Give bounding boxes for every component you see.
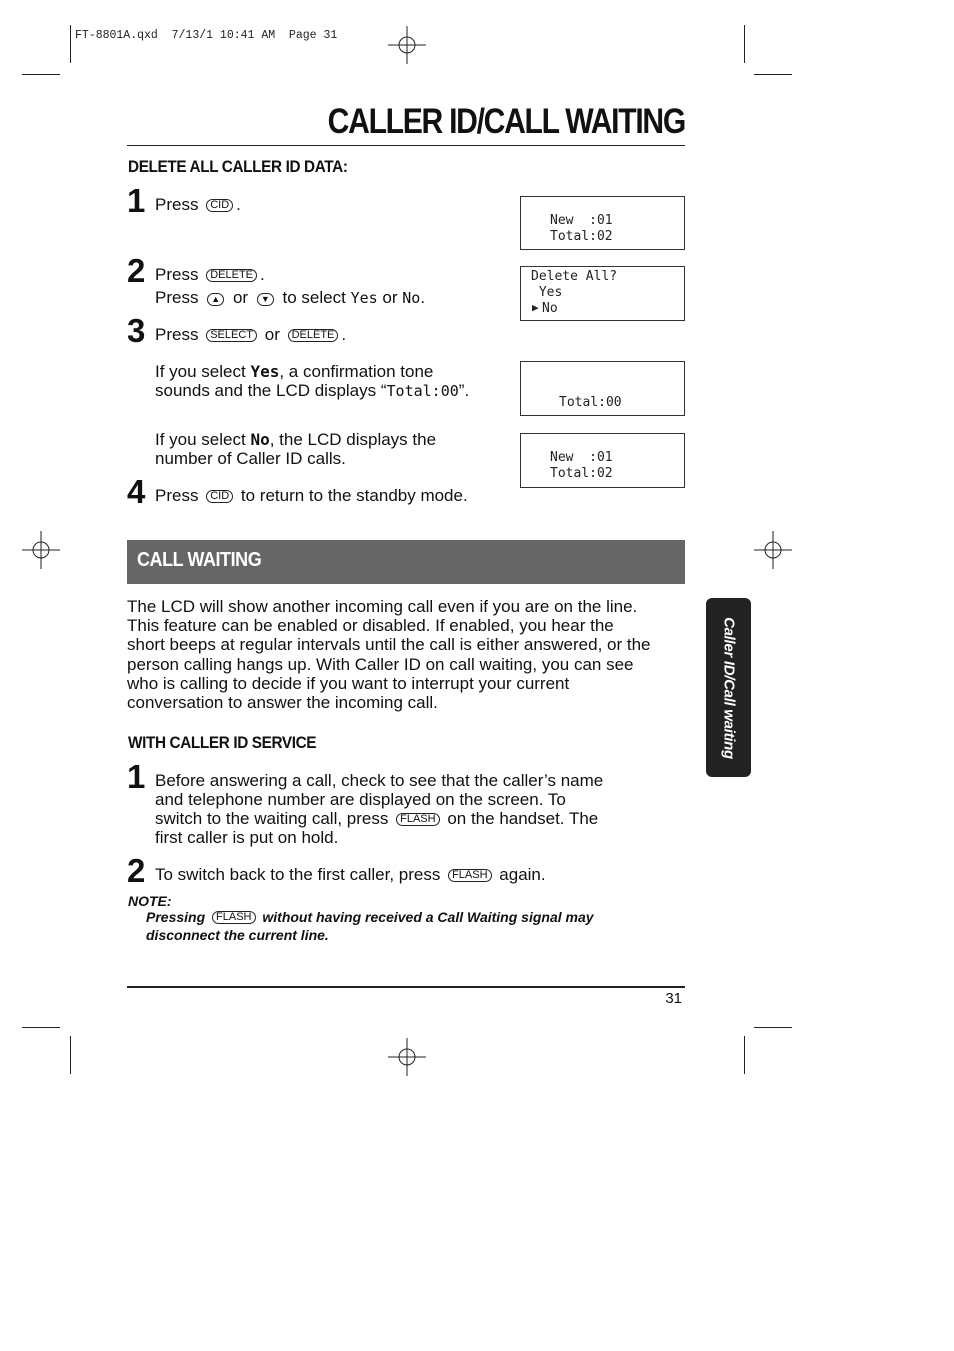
step-1-text (155, 195, 241, 214)
note-body (146, 908, 646, 944)
text: , a confirmation tone (279, 362, 434, 381)
text: , the LCD displays the (269, 430, 437, 449)
or-label: or (232, 288, 249, 307)
paragraph-line: who is calling to decide if you want to interrupt your current (127, 673, 570, 693)
select-key-icon: SELECT (206, 329, 257, 342)
page-number: 31 (665, 990, 682, 1007)
crop-mark (744, 25, 745, 63)
lcd-display (520, 196, 685, 250)
step-2-line-1 (155, 265, 265, 284)
text: and telephone number are displayed on the screen. To (155, 790, 566, 809)
step-3-line-1 (155, 325, 346, 344)
text: disconnect the current line. (146, 927, 329, 943)
step-number: 2 (127, 252, 146, 289)
or-label: or (264, 325, 280, 344)
crop-mark (22, 74, 60, 75)
registration-mark-icon (22, 531, 60, 569)
call-waiting-heading: CALL WAITING (137, 549, 262, 571)
text: ”. (458, 381, 470, 400)
crop-mark (754, 74, 792, 75)
no-option: No (250, 430, 270, 449)
cid-key-icon: CID (206, 490, 233, 503)
step-number: 2 (127, 852, 146, 889)
cw-step-1-text (155, 771, 655, 847)
crop-mark (744, 1036, 745, 1074)
text: first caller is put on hold. (155, 828, 339, 847)
text: Pressing (146, 909, 206, 925)
paragraph-line: This feature can be enabled or disabled. If enabled, you hear the (127, 616, 614, 636)
footer-rule (127, 986, 685, 988)
down-arrow-key-icon: ▼ (257, 293, 274, 306)
delete-key-icon: DELETE (206, 269, 257, 282)
up-arrow-key-icon: ▲ (207, 293, 224, 306)
or-label: or (382, 288, 398, 307)
caller-id-service-heading: WITH CALLER ID SERVICE (128, 733, 317, 752)
press-label: Press (155, 486, 199, 505)
if-yes-paragraph (155, 362, 515, 401)
yes-option: Yes (250, 362, 280, 381)
text: to return to the standby mode. (240, 486, 468, 505)
flash-key-icon: FLASH (396, 813, 439, 826)
press-label: Press (155, 325, 199, 344)
if-select-label: If you select (155, 430, 246, 449)
crop-mark (70, 25, 71, 63)
lcd-display (520, 433, 685, 488)
registration-mark-icon (754, 531, 792, 569)
note-heading: NOTE: (128, 893, 172, 909)
step-number: 4 (127, 473, 146, 510)
lcd-line: Total:02 (550, 466, 613, 481)
text: To switch back to the first caller, press (155, 865, 441, 884)
yes-option: Yes (350, 289, 378, 307)
lcd-display (520, 266, 685, 321)
paragraph-line: conversation to answer the incoming call. (127, 693, 438, 713)
crop-mark (22, 1027, 60, 1028)
delete-key-icon: DELETE (288, 329, 339, 342)
lcd-line: Yes (531, 285, 563, 300)
total-value: Total:00 (386, 382, 459, 400)
lcd-line: Delete All? (531, 269, 618, 284)
step-number: 1 (127, 182, 146, 219)
text: number of Caller ID calls. (155, 449, 346, 468)
press-label: Press (155, 265, 199, 284)
punct: . (236, 195, 241, 214)
step-4-text (155, 486, 468, 505)
side-tab-label: Caller ID/Call waiting (720, 616, 737, 759)
paragraph-line: short beeps at regular intervals until the call is either answered, or the (127, 635, 651, 655)
text: Before answering a call, check to see that the caller’s name (155, 771, 604, 790)
press-label: Press (155, 288, 199, 307)
call-waiting-paragraph (127, 597, 687, 712)
lcd-line: New :01 (550, 213, 613, 228)
crop-mark (70, 1036, 71, 1074)
if-no-paragraph (155, 430, 515, 468)
side-tab (706, 598, 751, 777)
press-label: Press (155, 195, 199, 214)
lcd-display (520, 361, 685, 416)
text: sounds and the LCD displays “ (155, 381, 387, 400)
registration-mark-icon (388, 26, 426, 64)
lcd-line: Total:02 (550, 229, 613, 244)
punct: . (260, 265, 265, 284)
step-number: 3 (127, 312, 146, 349)
delete-section-heading: DELETE ALL CALLER ID DATA: (128, 157, 348, 176)
lcd-line: Total:00 (559, 395, 622, 410)
text: without having received a Call Waiting signal may (262, 909, 594, 925)
paragraph-line: person calling hangs up. With Caller ID on call waiting, you can see (127, 654, 634, 674)
to-select-label: to select (282, 288, 346, 307)
punct: . (420, 288, 426, 307)
registration-mark-icon (388, 1038, 426, 1076)
title-rule (127, 145, 685, 146)
flash-key-icon: FLASH (212, 911, 255, 924)
paragraph-line: The LCD will show another incoming call even if you are on the line. (127, 597, 638, 616)
cw-step-2-text (155, 865, 546, 884)
step-number: 1 (127, 758, 146, 795)
text: again. (499, 865, 546, 884)
cid-key-icon: CID (206, 199, 233, 212)
if-select-label: If you select (155, 362, 246, 381)
no-option: No (402, 289, 421, 307)
flash-key-icon: FLASH (448, 869, 491, 882)
file-header: FT-8801A.qxd 7/13/1 10:41 AM Page 31 (75, 29, 338, 42)
text: switch to the waiting call, press (155, 809, 389, 828)
page-title: CALLER ID/CALL WAITING (327, 102, 685, 141)
lcd-line: No (542, 301, 558, 316)
lcd-line: New :01 (550, 450, 613, 465)
crop-mark (754, 1027, 792, 1028)
step-2-line-2 (155, 288, 425, 308)
text: on the handset. The (447, 809, 599, 828)
punct: . (341, 325, 347, 344)
cursor-triangle-icon: ▶ (532, 301, 539, 314)
